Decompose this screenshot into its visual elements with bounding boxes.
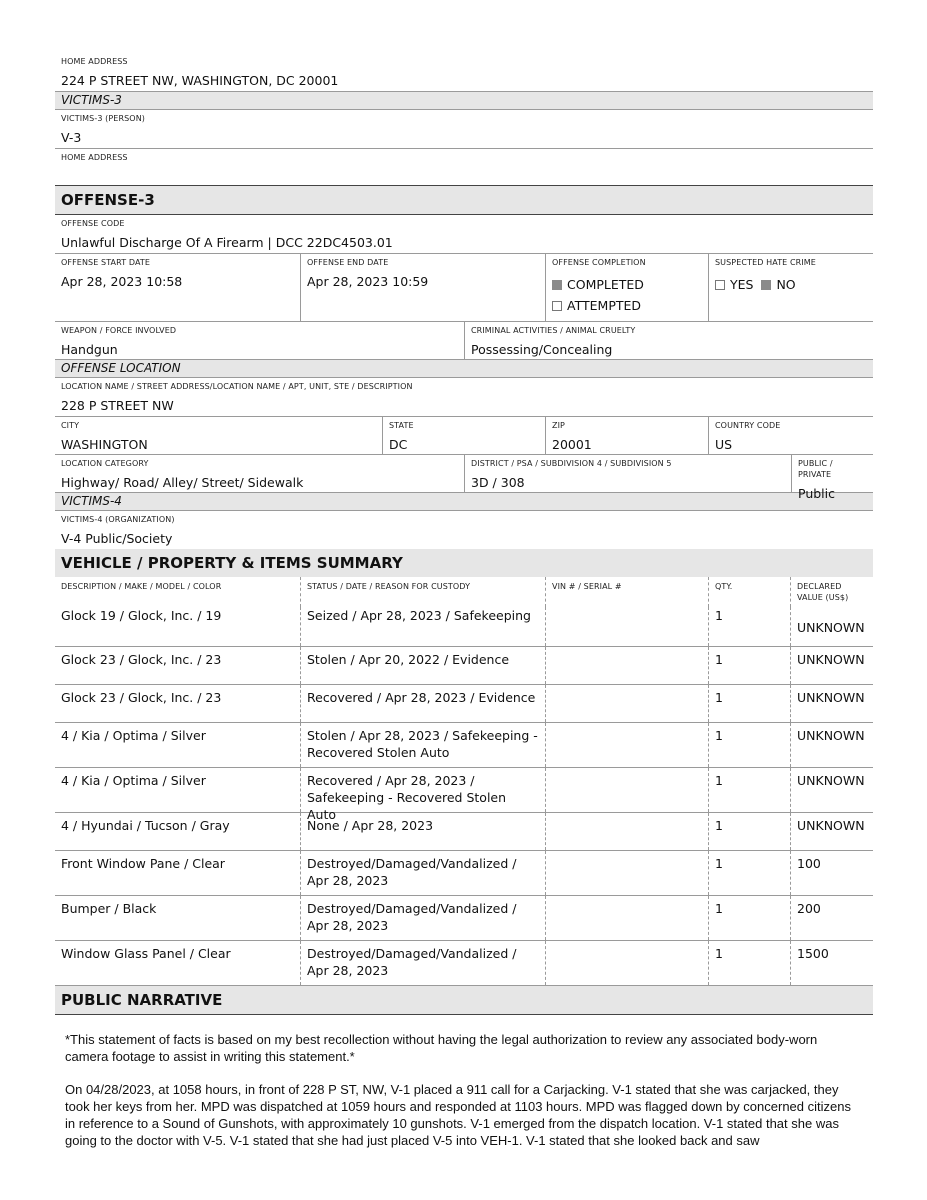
completed-text: COMPLETED — [567, 277, 644, 292]
item-status: None / Apr 28, 2023 — [300, 813, 545, 850]
offense-location-header: OFFENSE LOCATION — [55, 360, 873, 378]
item-qty: 1 — [708, 647, 790, 684]
district-value: 3D / 308 — [471, 475, 525, 490]
item-declared-value: 100 — [790, 851, 873, 895]
offense-end-label: OFFENSE END DATE — [307, 258, 389, 267]
item-description: Glock 23 / Glock, Inc. / 23 — [61, 690, 222, 705]
no-text: NO — [776, 277, 796, 292]
country-label: COUNTRY CODE — [715, 421, 781, 430]
victim3-person-label: VICTIMS-3 (PERSON) — [61, 114, 146, 123]
criminal-activity-value: Possessing/Concealing — [471, 342, 613, 357]
yes-checkbox — [715, 280, 725, 290]
item-status: Destroyed/Damaged/Vandalized / Apr 28, 2023 — [300, 851, 545, 895]
col-qty: QTY. — [708, 577, 790, 607]
offense-dates-row — [55, 254, 873, 322]
offense-code-value: Unlawful Discharge Of A Firearm | DCC 22DC4503.01 — [61, 235, 393, 250]
weapon-cell — [55, 322, 464, 359]
victims3-header: VICTIMS-3 — [55, 92, 873, 110]
victim3-address-label: HOME ADDRESS — [61, 153, 128, 162]
offense-completion-cell — [545, 254, 708, 321]
location-name-value: 228 P STREET NW — [61, 398, 174, 413]
location-name-label: LOCATION NAME / STREET ADDRESS/LOCATION NAME / APT, UNIT, STE / DESCRIPTION — [61, 382, 413, 391]
city-value: WASHINGTON — [61, 437, 148, 452]
items-summary-header: VEHICLE / PROPERTY & ITEMS SUMMARY — [55, 549, 873, 577]
offense-start-value: Apr 28, 2023 10:58 — [61, 274, 183, 289]
offense-completion-label: OFFENSE COMPLETION — [552, 258, 646, 267]
item-status: Recovered / Apr 28, 2023 / Evidence — [300, 685, 545, 722]
col-declared-value: DECLARED VALUE (US$) — [790, 577, 873, 607]
offense-header: OFFENSE-3 — [55, 185, 873, 215]
hate-crime-label: SUSPECTED HATE CRIME — [715, 258, 816, 267]
item-qty: 1 — [708, 896, 790, 940]
item-vin — [545, 941, 708, 985]
item-row — [55, 941, 873, 986]
hate-crime-cell — [708, 254, 873, 321]
item-declared-value: UNKNOWN — [790, 723, 873, 767]
criminal-activity-label: CRIMINAL ACTIVITIES / ANIMAL CRUELTY — [471, 326, 636, 335]
narrative-paragraph-2: On 04/28/2023, at 1058 hours, in front of 228 P ST, NW, V-1 placed a 911 call for a Carjacking. V-1 stated that she was carjacked, they took her keys from her. MPD was dispatched at 1059 hours and responded at 1103 hours. MPD was flagged down by concerned citizens in reference to a Sound of Gunshots, with approximately 10 gunshots. V-1 emerged from the dispatch location. V-1 stated that she was going to the doctor with V-5. V-1 stated that she had just placed V-5 into VEH-1. V-1 stated that she looked back and saw — [65, 1082, 851, 1148]
country-cell — [708, 417, 873, 454]
item-qty: 1 — [708, 723, 790, 767]
item-row — [55, 851, 873, 896]
item-declared-value: 1500 — [790, 941, 873, 985]
weapon-row — [55, 322, 873, 360]
item-qty: 1 — [708, 685, 790, 722]
completed-option — [552, 276, 702, 293]
item-qty: 1 — [708, 607, 790, 646]
district-label: DISTRICT / PSA / SUBDIVISION 4 / SUBDIVISION 5 — [471, 459, 672, 468]
state-value: DC — [389, 437, 408, 452]
item-qty: 1 — [708, 813, 790, 850]
narrative-paragraph-1: *This statement of facts is based on my best recollection without having the legal authorization to review any associated body-worn camera footage to assist in writing this statement.* — [65, 1032, 818, 1064]
item-qty: 1 — [708, 768, 790, 812]
victim2-address-block — [55, 52, 873, 92]
item-declared-value: UNKNOWN — [790, 813, 873, 850]
zip-cell — [545, 417, 708, 454]
location-category-label: LOCATION CATEGORY — [61, 459, 149, 468]
public-private-label: PUBLIC / PRIVATE — [798, 459, 833, 479]
item-status: Recovered / Apr 28, 2023 / Safekeeping - Recovered Stolen Auto — [300, 768, 545, 812]
item-row — [55, 768, 873, 822]
item-description: Glock 19 / Glock, Inc. / 19 — [61, 608, 222, 623]
state-label: STATE — [389, 421, 414, 430]
item-vin — [545, 851, 708, 895]
victim3-address-block — [55, 149, 873, 169]
victim4-org-value: V-4 Public/Society — [61, 531, 173, 546]
country-value: US — [715, 437, 733, 452]
city-cell — [55, 417, 382, 454]
public-private-value: Public — [798, 486, 835, 501]
weapon-label: WEAPON / FORCE INVOLVED — [61, 326, 177, 335]
item-declared-value: UNKNOWN — [790, 607, 873, 646]
item-vin — [545, 813, 708, 850]
item-status: Seized / Apr 28, 2023 / Safekeeping — [300, 607, 545, 646]
item-description: 4 / Kia / Optima / Silver — [61, 773, 206, 788]
item-status: Stolen / Apr 20, 2022 / Evidence — [300, 647, 545, 684]
item-row — [55, 813, 873, 851]
city-row — [55, 417, 873, 455]
item-row — [55, 723, 873, 768]
item-vin — [545, 685, 708, 722]
item-description: 4 / Hyundai / Tucson / Gray — [61, 818, 230, 833]
offense-start-label: OFFENSE START DATE — [61, 258, 151, 267]
col-vin: VIN # / SERIAL # — [545, 577, 708, 607]
victims4-header: VICTIMS-4 — [55, 493, 873, 511]
victim4-org-block — [55, 511, 873, 549]
attempted-option — [552, 297, 702, 314]
item-vin — [545, 647, 708, 684]
item-declared-value: UNKNOWN — [790, 647, 873, 684]
item-status: Destroyed/Damaged/Vandalized / Apr 28, 2023 — [300, 941, 545, 985]
city-label: CITY — [61, 421, 80, 430]
items-table-body — [55, 607, 873, 986]
item-description: 4 / Kia / Optima / Silver — [61, 728, 206, 743]
completed-checkbox — [552, 280, 562, 290]
item-description: Window Glass Panel / Clear — [61, 946, 231, 961]
attempted-checkbox — [552, 301, 562, 311]
location-category-cell — [55, 455, 464, 492]
col-status: STATUS / DATE / REASON FOR CUSTODY — [300, 577, 545, 607]
offense-code-block — [55, 215, 873, 254]
criminal-activity-cell — [464, 322, 873, 359]
offense-code-label: OFFENSE CODE — [61, 219, 125, 228]
state-cell — [382, 417, 545, 454]
narrative-header: PUBLIC NARRATIVE — [55, 986, 873, 1015]
no-checkbox — [761, 280, 771, 290]
home-address-value: 224 P STREET NW, WASHINGTON, DC 20001 — [61, 73, 339, 88]
item-vin — [545, 607, 708, 646]
weapon-value: Handgun — [61, 342, 118, 357]
location-category-value: Highway/ Road/ Alley/ Street/ Sidewalk — [61, 475, 304, 490]
district-cell — [464, 455, 791, 492]
items-table-header — [55, 577, 873, 607]
col-description: DESCRIPTION / MAKE / MODEL / COLOR — [61, 582, 222, 591]
item-vin — [545, 723, 708, 767]
victim3-person-value: V-3 — [61, 130, 82, 145]
offense-end-value: Apr 28, 2023 10:59 — [307, 274, 429, 289]
attempted-text: ATTEMPTED — [567, 298, 642, 313]
item-declared-value: 200 — [790, 896, 873, 940]
item-row — [55, 607, 873, 647]
item-status: Stolen / Apr 28, 2023 / Safekeeping - Recovered Stolen Auto — [300, 723, 545, 767]
item-declared-value: UNKNOWN — [790, 768, 873, 812]
item-description: Bumper / Black — [61, 901, 157, 916]
item-vin — [545, 896, 708, 940]
yes-text: YES — [730, 277, 754, 292]
public-private-cell — [791, 455, 873, 501]
item-description: Front Window Pane / Clear — [61, 856, 225, 871]
offense-end-cell — [300, 254, 545, 321]
item-qty: 1 — [708, 941, 790, 985]
item-row — [55, 647, 873, 685]
item-declared-value: UNKNOWN — [790, 685, 873, 722]
item-row — [55, 896, 873, 941]
offense-start-cell — [55, 254, 300, 321]
item-description: Glock 23 / Glock, Inc. / 23 — [61, 652, 222, 667]
report-page — [55, 52, 873, 1149]
victim3-person-block — [55, 110, 873, 149]
zip-value: 20001 — [552, 437, 592, 452]
home-address-label: HOME ADDRESS — [61, 57, 128, 66]
item-vin — [545, 768, 708, 812]
item-status: Destroyed/Damaged/Vandalized / Apr 28, 2023 — [300, 896, 545, 940]
location-name-block — [55, 378, 873, 417]
item-qty: 1 — [708, 851, 790, 895]
hate-crime-options — [715, 276, 867, 293]
zip-label: ZIP — [552, 421, 565, 430]
victim4-org-label: VICTIMS-4 (ORGANIZATION) — [61, 515, 175, 524]
item-row — [55, 685, 873, 723]
